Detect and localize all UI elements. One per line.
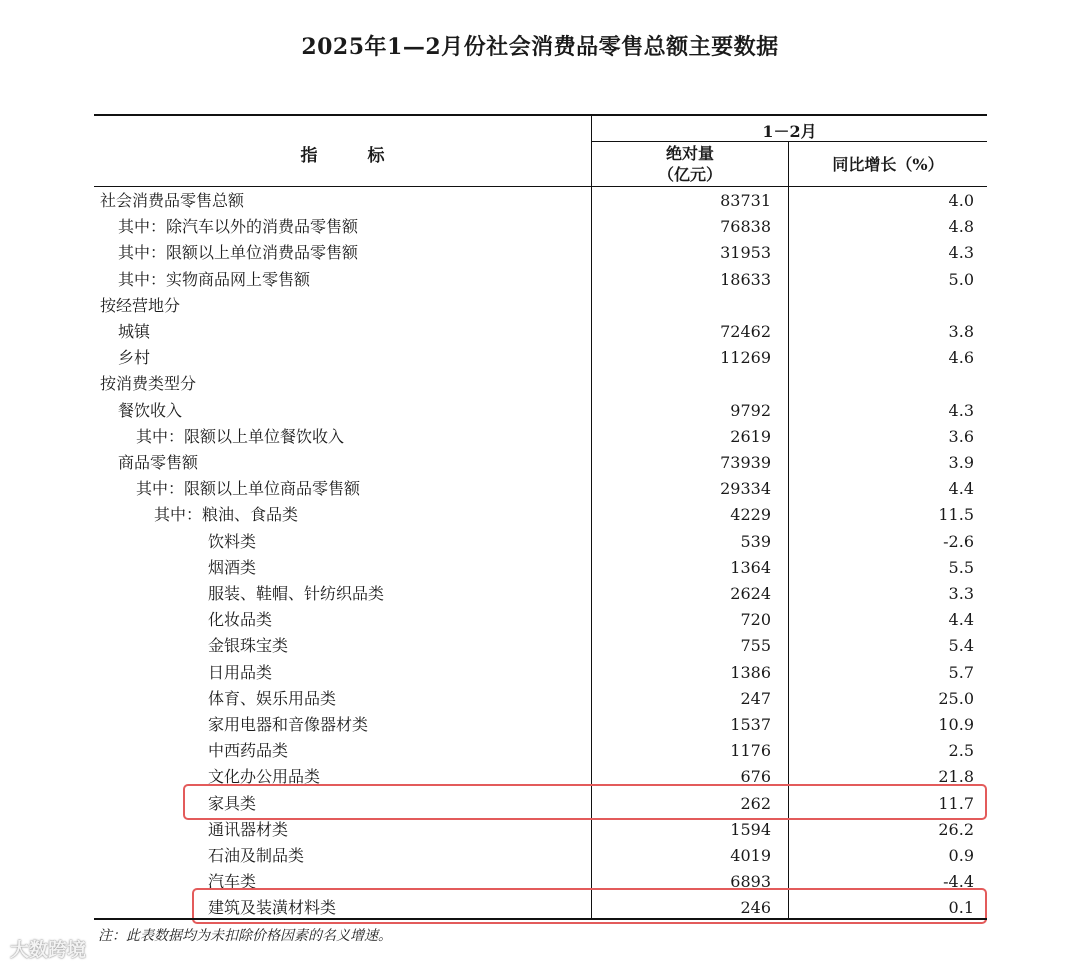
- row-indicator-name: 石油及制品类: [208, 846, 305, 865]
- table-row: [94, 686, 987, 712]
- row-absolute-value: 6893: [730, 872, 771, 892]
- row-indicator-name: 建筑及装潢材料类: [208, 898, 337, 918]
- table-row: [94, 843, 987, 869]
- row-growth-rate: 5.0: [948, 269, 974, 289]
- table-row: [94, 712, 987, 738]
- row-indicator-name: 餐饮收入: [118, 400, 183, 420]
- row-growth-rate: 4.8: [948, 217, 974, 237]
- table-top-rule: [94, 114, 987, 116]
- row-absolute-value: 676: [740, 767, 771, 787]
- row-growth-rate: 3.6: [948, 426, 974, 446]
- row-absolute-value: 1537: [730, 715, 771, 734]
- table-row: [94, 240, 987, 266]
- row-absolute-value: 73939: [720, 453, 771, 472]
- table-row: [94, 371, 987, 397]
- table-row: [94, 476, 987, 502]
- table-row: [94, 450, 987, 476]
- indicator-column-header: 指 标: [300, 146, 407, 166]
- row-indicator-name: 其中：实物商品网上零售额: [118, 269, 311, 289]
- table-footnote: 注：此表数据均为未扣除价格因素的名义增速。: [98, 928, 392, 944]
- row-growth-rate: 5.5: [948, 557, 974, 577]
- row-indicator-name: 金银珠宝类: [208, 636, 289, 656]
- table-row: [94, 555, 987, 581]
- row-growth-rate: 4.3: [948, 400, 974, 420]
- row-absolute-value: 1176: [730, 741, 771, 761]
- row-growth-rate: 2.5: [948, 741, 974, 761]
- row-indicator-name: 汽车类: [208, 872, 257, 892]
- row-indicator-name: 服装、鞋帽、针纺织品类: [208, 584, 385, 603]
- row-indicator-name: 其中：限额以上单位商品零售额: [136, 479, 361, 499]
- row-absolute-value: 83731: [720, 191, 771, 210]
- row-indicator-name: 通讯器材类: [208, 819, 289, 839]
- row-growth-rate: 3.8: [948, 322, 974, 341]
- row-growth-rate: 11.5: [938, 505, 974, 525]
- table-row: [94, 660, 987, 686]
- watermark: 大数跨境: [10, 939, 87, 961]
- row-absolute-value: 262: [740, 793, 771, 813]
- row-absolute-value: 76838: [720, 217, 771, 237]
- row-absolute-value: 4229: [730, 505, 771, 525]
- absolute-value-column-header: [592, 143, 788, 185]
- table-row: [94, 738, 987, 764]
- row-absolute-value: 246: [740, 898, 771, 918]
- table-row: [94, 293, 987, 319]
- row-absolute-value: 539: [740, 531, 771, 551]
- row-indicator-name: 其中：粮油、食品类: [154, 505, 299, 525]
- table-row: [94, 319, 987, 345]
- row-indicator-name: 日用品类: [208, 662, 273, 682]
- row-growth-rate: 10.9: [938, 715, 974, 734]
- row-growth-rate: 26.2: [938, 819, 974, 839]
- highlight-box-furniture: [183, 784, 987, 820]
- table-row: [94, 424, 987, 450]
- row-absolute-value: 4019: [730, 846, 771, 865]
- table-row: [94, 529, 987, 555]
- row-indicator-name: 文化办公用品类: [208, 767, 321, 787]
- row-indicator-name: 社会消费品零售总额: [100, 191, 245, 210]
- row-indicator-name: 其中：限额以上单位餐饮收入: [136, 426, 345, 446]
- row-absolute-value: 9792: [730, 400, 771, 420]
- row-indicator-name: 其中：限额以上单位消费品零售额: [118, 243, 359, 263]
- row-growth-rate: 11.7: [938, 793, 974, 813]
- row-absolute-value: 2624: [730, 584, 771, 603]
- row-absolute-value: 1364: [730, 557, 771, 577]
- table-row: [94, 502, 987, 528]
- row-growth-rate: 3.9: [948, 453, 974, 472]
- row-growth-rate: 5.7: [948, 662, 974, 682]
- row-absolute-value: 720: [740, 610, 771, 630]
- row-growth-rate: 4.6: [948, 348, 974, 368]
- row-absolute-value: 1594: [730, 819, 771, 839]
- table-row: [94, 188, 987, 214]
- row-absolute-value: 72462: [720, 322, 771, 341]
- row-indicator-name: 化妆品类: [208, 610, 273, 630]
- row-indicator-name: 乡村: [118, 348, 151, 368]
- row-growth-rate: 4.4: [948, 479, 974, 499]
- row-indicator-name: 商品零售额: [118, 453, 199, 472]
- row-indicator-name: 城镇: [118, 322, 151, 341]
- table-row: [94, 267, 987, 293]
- row-absolute-value: 11269: [720, 348, 771, 368]
- row-growth-rate: 5.4: [948, 636, 974, 656]
- row-growth-rate: -4.4: [943, 872, 974, 892]
- row-indicator-name: 按消费类型分: [100, 374, 197, 394]
- table-row: [94, 345, 987, 371]
- row-growth-rate: 4.4: [948, 610, 974, 630]
- row-indicator-name: 按经营地分: [100, 295, 181, 315]
- table-row: [94, 398, 987, 424]
- row-growth-rate: 3.3: [948, 584, 974, 603]
- table-row: [94, 607, 987, 633]
- table-row: [94, 214, 987, 240]
- row-absolute-value: 2619: [730, 426, 771, 446]
- row-indicator-name: 其中：除汽车以外的消费品零售额: [118, 217, 359, 237]
- row-growth-rate: 4.0: [948, 191, 974, 210]
- row-indicator-name: 体育、娱乐用品类: [208, 688, 337, 708]
- table-row: [94, 581, 987, 607]
- row-growth-rate: 25.0: [938, 688, 974, 708]
- row-indicator-name: 家具类: [208, 793, 257, 813]
- row-indicator-name: 烟酒类: [208, 557, 257, 577]
- table-row: [94, 817, 987, 843]
- row-growth-rate: 0.1: [948, 898, 974, 918]
- row-growth-rate: -2.6: [943, 531, 974, 551]
- absolute-header-line2: （亿元）: [657, 165, 722, 184]
- page-title: 2025年1—2月份社会消费品零售总额主要数据: [301, 34, 779, 60]
- absolute-header-line1: 绝对量: [665, 144, 714, 163]
- row-growth-rate: 4.3: [948, 243, 974, 263]
- row-absolute-value: 1386: [730, 662, 771, 682]
- row-absolute-value: 755: [740, 636, 771, 656]
- row-indicator-name: 中西药品类: [208, 741, 289, 761]
- table-bottom-rule: [94, 918, 987, 920]
- table-row: [94, 633, 987, 659]
- row-absolute-value: 29334: [720, 479, 771, 499]
- row-absolute-value: 31953: [720, 243, 771, 263]
- header-separator: [94, 186, 987, 187]
- row-indicator-name: 饮料类: [208, 531, 257, 551]
- row-growth-rate: 21.8: [938, 767, 974, 787]
- growth-column-header: 同比增长（%）: [832, 155, 944, 174]
- row-absolute-value: 18633: [720, 269, 771, 289]
- row-absolute-value: 247: [740, 688, 771, 708]
- period-column-header: 1－2月: [762, 122, 817, 141]
- row-growth-rate: 0.9: [948, 846, 974, 865]
- row-indicator-name: 家用电器和音像器材类: [208, 715, 369, 734]
